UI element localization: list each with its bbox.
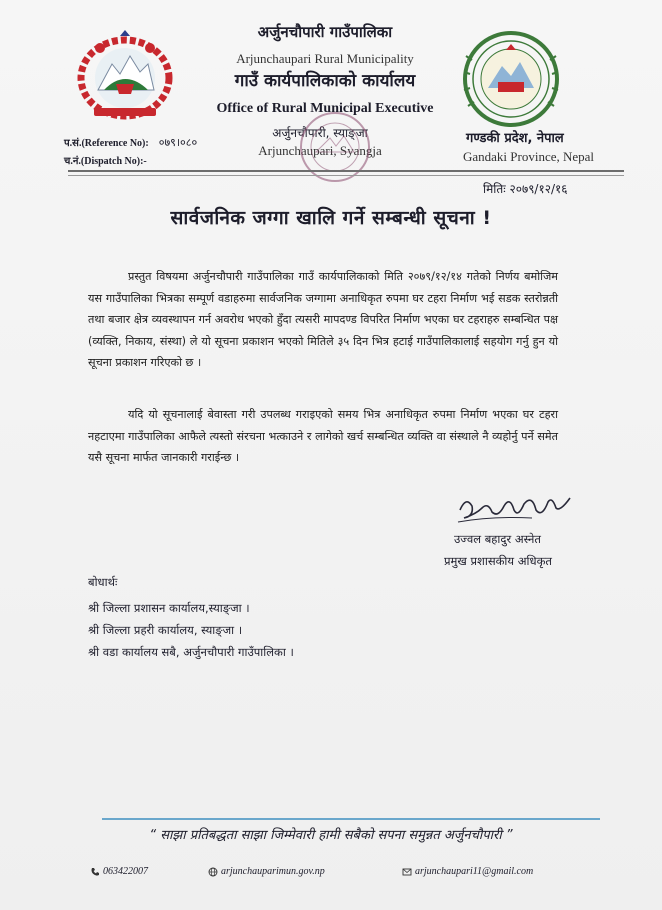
cc-list: [88, 597, 294, 663]
signatory-title: प्रमुख प्रशासकीय अधिकृत: [444, 554, 552, 568]
office-name-en: Office of Rural Municipal Executive: [216, 101, 434, 116]
mail-icon: [402, 867, 412, 877]
cc-heading: बोधार्थः: [88, 575, 118, 589]
cc-item: श्री जिल्ला प्रशासन कार्यालय,स्याङ्जा ।: [88, 601, 250, 615]
footer-slogan: “ साझा प्रतिबद्धता साझा जिम्मेवारी हामी सबैको सपना समुन्नत अर्जुनचौपारी ”: [149, 828, 513, 843]
municipality-name-en: Arjunchaupari Rural Municipality: [236, 51, 414, 66]
reference-value: ०७९।०८०: [158, 136, 198, 149]
body-paragraph-2: [88, 404, 558, 469]
municipality-logo-icon: [462, 30, 560, 128]
dispatch-label: च.नं.(Dispatch No):-: [64, 156, 147, 167]
province-np: गण्डकी प्रदेश, नेपाल: [466, 131, 564, 146]
notice-title: सार्वजनिक जग्गा खालि गर्ने सम्बन्धी सूचना !: [170, 207, 492, 229]
reference-label: प.सं.(Reference No):: [64, 138, 149, 149]
email-link[interactable]: arjunchaupari11@gmail.com: [415, 866, 534, 877]
phone-number: 063422007: [103, 866, 148, 877]
contact-phone: [90, 866, 148, 877]
reference-number: [64, 135, 197, 150]
address-en: Arjunchaupari, Syangja: [258, 143, 382, 158]
cc-item: श्री जिल्ला प्रहरी कार्यालय, स्याङ्जा ।: [88, 623, 243, 637]
website-link[interactable]: arjunchauparimun.gov.np: [221, 866, 325, 877]
body-paragraph-1: [88, 266, 558, 374]
municipality-name-np: अर्जुनचौपारी गाउँपालिका: [257, 23, 393, 41]
globe-icon: [208, 867, 218, 877]
signatory-name: उज्वल बहादुर अस्नेत: [454, 532, 541, 546]
cc-item: श्री वडा कार्यालय सबै, अर्जुनचौपारी गाउँपालिका ।: [88, 645, 294, 659]
contact-website: [208, 866, 325, 877]
province-en: Gandaki Province, Nepal: [463, 149, 595, 164]
letter-date: मितिः २०७९/१२/१६: [483, 182, 568, 196]
phone-icon: [90, 867, 100, 877]
header-divider: [68, 170, 624, 172]
office-name-np: गाउँ कार्यपालिकाको कार्यालय: [234, 71, 416, 91]
body-paragraph-1-text: प्रस्तुत विषयमा अर्जुनचौपारी गाउँपालिका गाउँ कार्यपालिकाको मिति २०७९/१२/१४ गतेको निर्णय बमोजिम यस गाउँपालिका भित्रका सम्पूर्ण वडाहरुमा सार्वजनिक जग्गामा अनाधिकृत रुपमा घर टहरा निर्माण भई सडक स्तरोन्नती तथा बजार क्षेत्र व्यवस्थापन गर्न अवरोध भएको हुँदा त्यसरी मापदण्ड विपरित निर्माण भएका घर टहराहरु सम्बन्धित पक्ष (व्यक्ति, निकाय, संस्था) ले यो सूचना प्रकाशन भएको मितिले ३५ दिन भित्र हटाई गाउँपालिकालाई सहयोग गर्नु हुन यो सूचना प्रकाशन गरिएको छ ।: [88, 270, 558, 369]
signature-icon: [452, 488, 582, 528]
contact-email: [402, 866, 533, 877]
footer-divider: [102, 818, 600, 820]
address-np: अर्जुनचौपारी, स्याङ्जा: [272, 126, 368, 140]
nepal-emblem-icon: [76, 28, 174, 120]
body-paragraph-2-text: यदि यो सूचनालाई बेवास्ता गरी उपलब्ध गराइएको समय भित्र अनाधिकृत रुपमा निर्माण भएका घर टहरा नहटाएमा गाउँपालिका आफैले त्यस्तो संरचना भत्काउने र लागेको खर्च सम्बन्धित व्यक्ति वा संस्थाले नै व्यहोर्नु पर्ने समेत यसै सूचना मार्फत जानकारी गराईन्छ ।: [88, 408, 558, 464]
header-divider-thin: [68, 175, 624, 176]
